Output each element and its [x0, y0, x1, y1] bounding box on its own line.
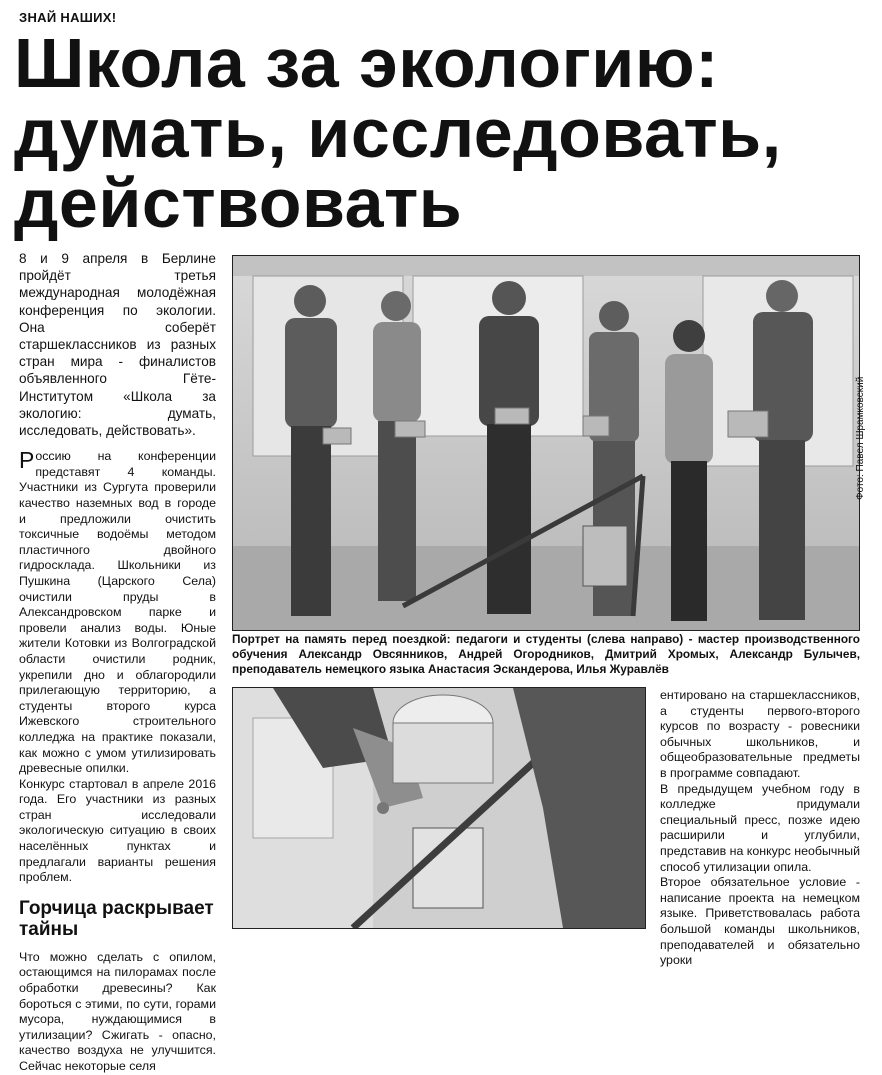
lead-paragraph	[19, 250, 216, 439]
right-paragraph-3: Второе обязательное условие - написание проекта на немецком языке. Приветствовалась работа большой команды школьников, преподавателей и обязательно уроки	[660, 875, 860, 968]
photo-caption: Портрет на память перед поездкой: педагоги и студенты (слева направо) - мастер производственного обучения Александр Овсянников, Андрей Огородников, Дмитрий Хромых, Александр Булычев, преподаватель немецкого языка Анастасия Эскандерова, Илья Журавлёв	[232, 632, 860, 676]
group-photo	[232, 255, 860, 631]
subheading: Горчица раскрывает тайны	[19, 897, 214, 940]
left-column	[19, 250, 216, 1075]
press-photo-image	[233, 688, 645, 928]
press-photo	[232, 687, 646, 929]
headline-line-3: действовать	[14, 164, 463, 242]
subheading-text: Что можно сделать с опилом, остающимся на пилорамах после обработки древесины? Как бороться с этими, по сути, горами мусора, нуждающимися в утилизации? Сжигать - опасно, качество воздуха не улучшится. Сейчас некоторые селя	[19, 949, 216, 1074]
photo-credit: Фото: Павел Шрамковский	[855, 376, 866, 500]
body-text	[19, 449, 216, 886]
right-paragraph-2: В предыдущем учебном году в колледже придумали специальный пресс, позже идею расширили и углубили, представив на конкурс необычный способ утилизации опила.	[660, 781, 860, 874]
headline-line-1: Школа за экологию:	[14, 24, 719, 102]
body-paragraph-1-text: оссию на конференции представят 4 команды. Участники из Сургута проверили качество наземных вод в городе и предложили очистить токсичные водоёмы методом пластичного двойного гидросклада. Школьники из Пушкина (Царского Села) очистили пруды в Александровском парке и провели анализ воды. Юные жители Котовки из Волгоградской области очистили родник, укрепили дно и облагородили прилегающую территорию, а студенты второго курса Ижевского строительного колледжа на практике показали, как можно с умом утилизировать древесные опилки.	[19, 449, 216, 776]
headline	[14, 24, 874, 242]
drop-cap: Р	[19, 447, 35, 474]
body-paragraph-1	[19, 449, 216, 776]
group-photo-image	[233, 256, 859, 630]
lead-text: 8 и 9 апреля в Берлине пройдёт третья международная молодёжная конференция по экологии. Она соберёт старшеклассников из разных стран мира - финалистов объявленного Гёте-Институтом «Школа за экологию: думать, исследовать, действовать».	[19, 251, 216, 439]
rubric: ЗНАЙ НАШИХ!	[19, 10, 117, 25]
right-paragraph-1: ентировано на старшеклассников, а студенты первого-второго курсов по возрасту - ровесники обычных школьников, и общеобразовательные предметы в программе совпадают.	[660, 688, 860, 780]
body-paragraph-2: Конкурс стартовал в апреле 2016 года. Его участники из разных стран исследовали экологическую ситуацию в своих населённых пунктах и предлагали варианты решения проблем.	[19, 776, 216, 885]
headline-line-2: думать, исследовать,	[14, 94, 782, 172]
right-column	[660, 688, 860, 969]
